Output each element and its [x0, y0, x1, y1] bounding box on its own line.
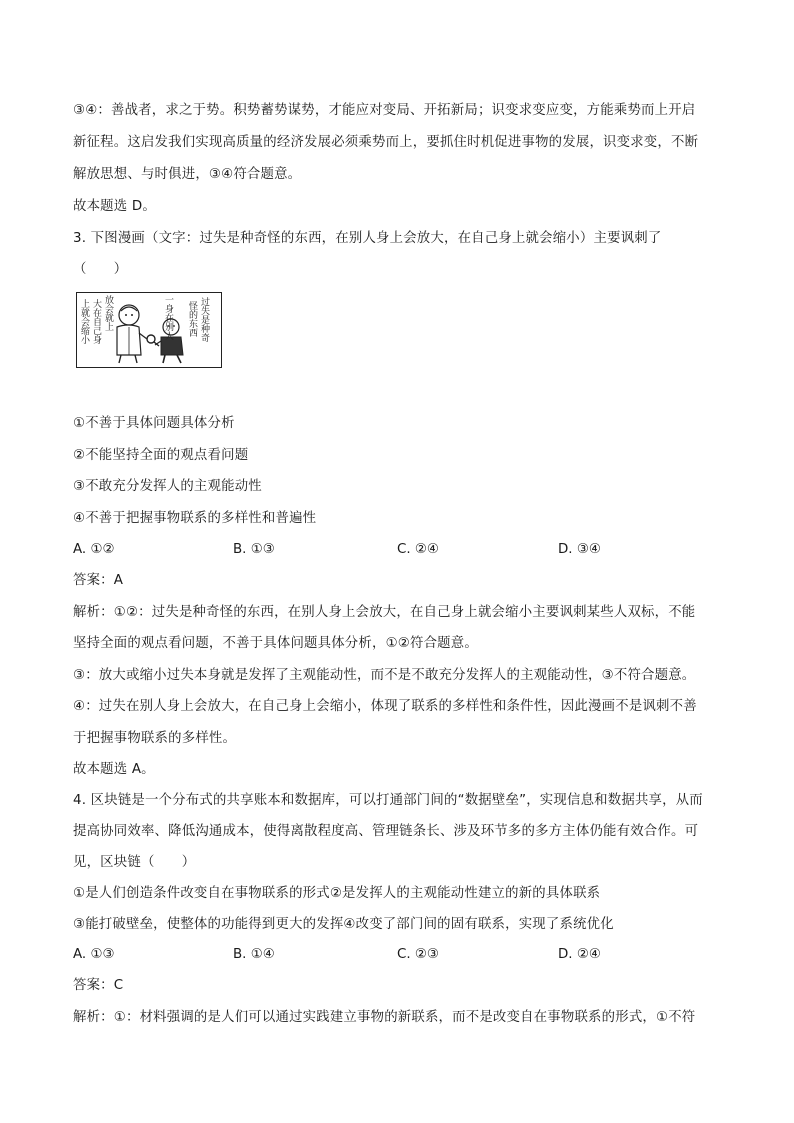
answer-line: 答案：A — [73, 573, 124, 588]
text-line: 解放思想、与时俱进，③④符合题意。 — [73, 167, 302, 182]
conclusion-line: 故本题选 A。 — [73, 762, 155, 777]
cartoon-caption: 过失是种奇 — [199, 297, 209, 342]
option-statement: ④不善于把握事物联系的多样性和普遍性 — [73, 511, 317, 526]
question-3-stem: 3. 下图漫画（文字：过失是种奇怪的东西，在别人身上会放大，在自己身上就会缩小）主要讽刺了 — [73, 231, 662, 246]
cartoon-caption: 放会就上 — [103, 295, 113, 331]
analysis-line: 坚持全面的观点看问题，不善于具体问题具体分析，①②符合题意。 — [73, 636, 478, 651]
choice-b: B. ①④ — [233, 947, 275, 962]
cartoon-caption: 怪的东西 — [187, 301, 197, 337]
option-statement: ③能打破壁垒，使整体的功能得到更大的发挥④改变了部门间的固有联系，实现了系统优化 — [73, 917, 614, 932]
option-statement: ①是人们创造条件改变自在事物联系的形式②是发挥人的主观能动性建立的新的具体联系 — [73, 886, 601, 901]
choice-c: C. ②③ — [397, 947, 439, 962]
answer-line: 答案：C — [73, 978, 124, 993]
analysis-line: 解析：①②：过失是种奇怪的东西，在别人身上会放大，在自己身上就会缩小主要讽刺某些人双标，不能 — [73, 605, 696, 620]
cartoon-caption: 一身在别人 — [163, 295, 173, 340]
analysis-line: 解析：①：材料强调的是人们可以通过实践建立事物的新联系，而不是改变自在事物联系的形式，①不符 — [73, 1010, 696, 1025]
cartoon-caption: 上就会缩小 — [79, 299, 89, 344]
text-line: （ ） — [73, 262, 128, 277]
text-line: 新征程。这启发我们实现高质量的经济发展必须乘势而上，要抓住时机促进事物的发展，识变求变，不断 — [73, 135, 699, 150]
question-4-stem: 见，区块链（ ） — [73, 855, 196, 870]
cartoon-caption: 大在自己身 — [91, 299, 101, 344]
question-4-stem: 提高协同效率、降低沟通成本，使得离散程度高、管理链条长、涉及环节多的多方主体仍能有效合作。可 — [73, 824, 699, 839]
text-line: ③④：善战者，求之于势。积势蓄势谋势，才能应对变局、开拓新局；识变求变应变，方能乘势而上开启 — [73, 103, 696, 118]
choice-a: A. ①③ — [73, 947, 115, 962]
question-4-stem: 4. 区块链是一个分布式的共享账本和数据库，可以打通部门间的“数据壁垒”，实现信息和数据共享，从而 — [73, 793, 703, 808]
option-statement: ②不能坚持全面的观点看问题 — [73, 448, 249, 463]
analysis-line: ③：放大或缩小过失本身就是发挥了主观能动性，而不是不敢充分发挥人的主观能动性，③不符合题意。 — [73, 668, 696, 683]
choice-c: C. ②④ — [397, 542, 439, 557]
choice-d: D. ③④ — [558, 542, 601, 557]
option-statement: ①不善于具体问题具体分析 — [73, 416, 235, 431]
choice-a: A. ①② — [73, 542, 115, 557]
choice-b: B. ①③ — [233, 542, 275, 557]
option-statement: ③不敢充分发挥人的主观能动性 — [73, 479, 262, 494]
analysis-line: ④：过失在别人身上会放大，在自己身上会缩小，体现了联系的多样性和条件性，因此漫画不是讽刺不善 — [73, 699, 697, 714]
analysis-line: 于把握事物联系的多样性。 — [73, 731, 237, 746]
text-line: 故本题选 D。 — [73, 199, 156, 214]
cartoon-image — [76, 292, 222, 368]
choice-d: D. ②④ — [558, 947, 601, 962]
